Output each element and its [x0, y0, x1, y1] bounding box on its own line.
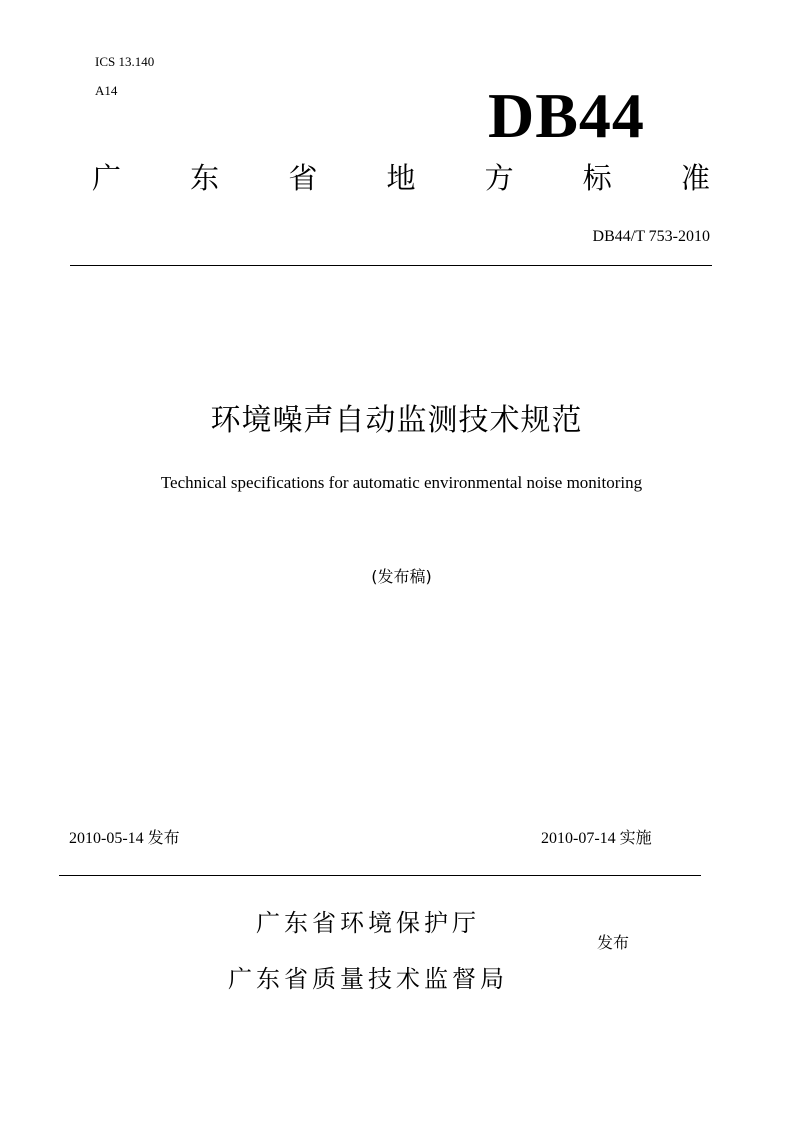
standard-type-char: 方	[484, 161, 514, 195]
publish-date: 2010-05-14 发布	[69, 830, 180, 847]
classification-code: A14	[95, 83, 118, 98]
draft-status: (发布稿)	[371, 567, 432, 586]
document-title-chinese: 环境噪声自动监测技术规范	[210, 403, 583, 438]
standard-type-char: 东	[190, 161, 220, 195]
standard-type-heading	[92, 163, 710, 195]
standard-type-char: 准	[680, 161, 710, 195]
issued-label: 发布	[597, 933, 630, 952]
implementation-date: 2010-07-14 实施	[541, 830, 652, 847]
document-title-english: Technical specifications for automatic environmental noise monitoring	[160, 473, 643, 492]
ics-code: ICS 13.140	[95, 54, 155, 69]
standard-type-char: 地	[386, 161, 416, 195]
db44-logo: DB44	[488, 80, 645, 151]
standard-type-char: 标	[582, 161, 612, 195]
header-divider	[70, 265, 712, 266]
issuer-quality-bureau: 广东省质量技术监督局	[228, 965, 508, 993]
standard-code: DB44/T 753-2010	[592, 228, 710, 245]
standard-type-char: 省	[288, 161, 318, 195]
issuer-environment-department: 广东省环境保护厅	[256, 909, 480, 937]
standard-type-char: 广	[92, 161, 122, 195]
footer-divider	[59, 875, 701, 876]
